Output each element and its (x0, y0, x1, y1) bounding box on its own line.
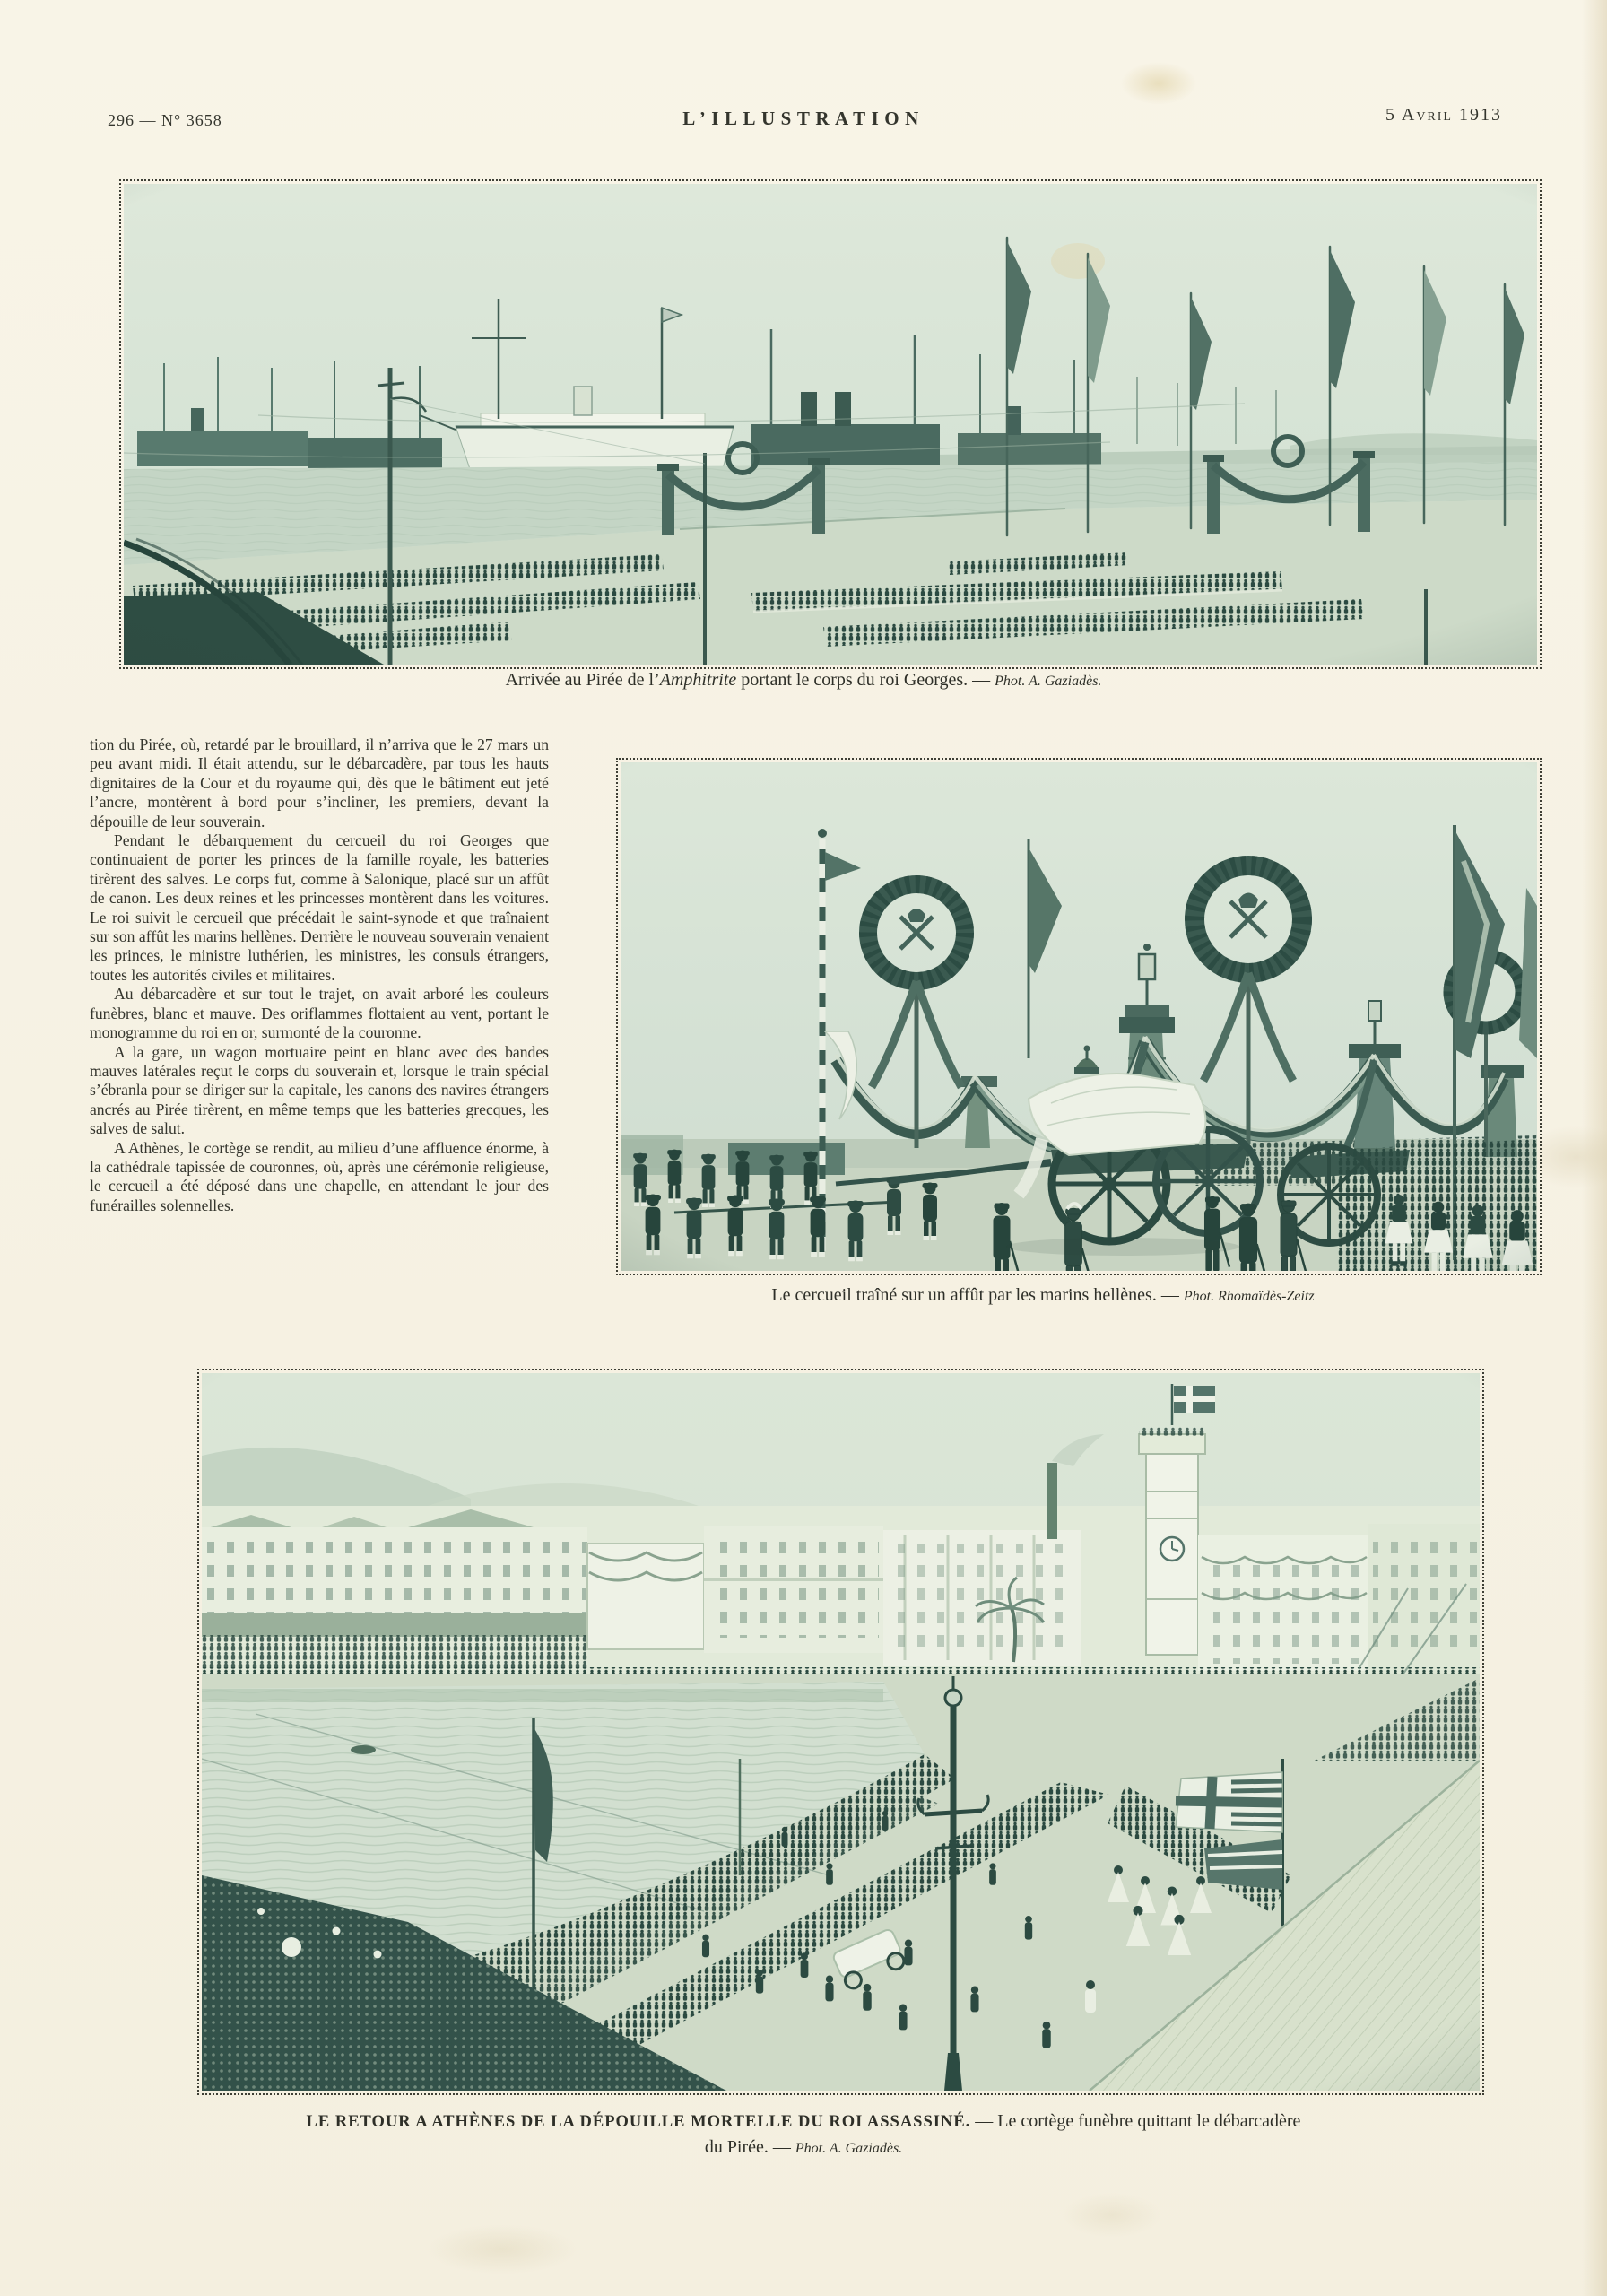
publication-title: L’ILLUSTRATION (682, 108, 925, 129)
photo-arrival-caption (0, 670, 1607, 691)
photo-return-athens (197, 1369, 1484, 2095)
photo-coffin-cortege (616, 758, 1542, 1275)
photo-coffin-illustration (621, 762, 1537, 1271)
vignette (202, 1373, 1480, 2091)
photo-return-illustration (202, 1373, 1480, 2091)
paragraph: Au débarcadère et sur tout le trajet, on avait arboré les couleurs funèbres, blanc et mauve. Des oriflammes flottaient au vent, portant le monogramme du roi en or, surmonté de la couronne. (90, 985, 549, 1042)
vignette (621, 762, 1537, 1271)
caption-text-2: du Pirée. — (704, 2137, 795, 2157)
ship-name: Amphitrite (659, 670, 737, 690)
caption-text: — Le cortège funèbre quittant le débarcadère (970, 2111, 1301, 2131)
caption-headline: LE RETOUR A ATHÈNES DE LA DÉPOUILLE MORTELLE DU ROI ASSASSINÉ. (306, 2113, 971, 2131)
issue-number: 296 — N° 3658 (108, 111, 222, 129)
caption-text: Le cercueil traîné sur un affût par les marins hellènes. — (771, 1285, 1184, 1305)
paragraph: tion du Pirée, où, retardé par le brouillard, il n’arriva que le 27 mars un peu avant midi. Il était attendu, sur le débarcadère, par tous les hauts dignitaires de la Cour et du royaume qui, dès que le bâtiment eut jeté l’ancre, montèrent à bord pour s’incliner, les premiers, devant la dépouille de leur souverain. (90, 735, 549, 831)
caption-line-2 (0, 2135, 1607, 2161)
issue-date: 5 Avril 1913 (1385, 105, 1502, 125)
photo-credit: Phot. A. Gaziadès. (795, 2141, 903, 2156)
paragraph: Pendant le débarquement du cercueil du roi Georges que continuaient de porter les princes de la famille royale, les batteries tirèrent des salves. Le corps fut, comme à Salonique, placé sur un affût de canon. Les deux reines et les princesses montèrent dans les voitures. Le roi suivit le cercueil que précédait le saint-synode et que traînaient sur son affût les marins hellènes. Derrière le nouveau souverain venaient les princes, le ministre luthérien, les ministres, les consuls étrangers, toutes les autorités civiles et militaires. (90, 831, 549, 984)
photo-credit: Phot. Rhomaïdès-Zeitz (1183, 1289, 1315, 1304)
article-text (90, 735, 549, 1215)
photo-return-caption (0, 2109, 1607, 2161)
paragraph: A la gare, un wagon mortuaire peint en blanc avec des bandes mauves latérales reçut le corps du souverain et, lorsque le train spécial s’ébranla pour se diriger sur la capitale, les canons des navires étrangers ancrés au Pirée tirèrent, en même temps que les batteries grecques, les salves de salut. (90, 1042, 549, 1138)
caption-line-1 (0, 2109, 1607, 2135)
photo-credit: Phot. A. Gaziadès. (995, 674, 1102, 689)
vignette (124, 184, 1537, 665)
paragraph: A Athènes, le cortège se rendit, au milieu d’une affluence énorme, à la cathédrale tapissée de couronnes, où, après une cérémonie religieuse, le cercueil a été déposé dans une chapelle, en attendant le jour des funérailles solennelles. (90, 1138, 549, 1214)
photo-arrival-illustration (124, 184, 1537, 665)
photo-arrival-pireaus (119, 179, 1542, 669)
photo-coffin-caption (580, 1285, 1506, 1306)
masthead (0, 102, 1607, 138)
caption-text-rest: portant le corps du roi Georges. — (736, 670, 995, 690)
caption-text: Arrivée au Pirée de l’ (505, 670, 660, 690)
